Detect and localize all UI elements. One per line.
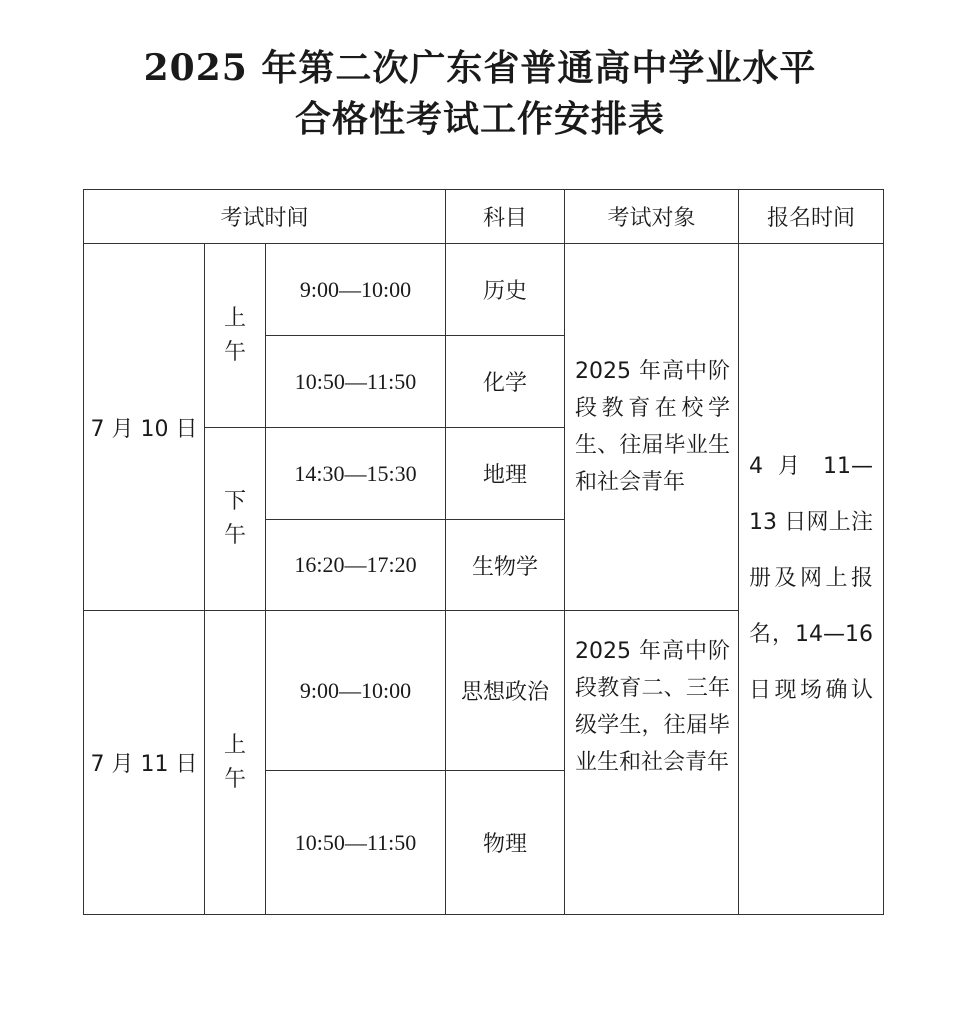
target-text: 2025 年高中阶段教育在校学生、往届毕业生和社会青年: [575, 359, 730, 495]
subject-cell: 思想政治: [446, 611, 565, 771]
subject-cell: 生物学: [446, 520, 565, 611]
time-cell: 9:00—10:00: [266, 244, 446, 336]
page-title-line-2: 合格性考试工作安排表: [294, 98, 665, 140]
subject-cell: 化学: [446, 336, 565, 428]
target-cell: [565, 244, 739, 611]
period-label: 下午: [223, 489, 246, 548]
target-text: 2025 年高中阶段教育二、三年级学生，往届毕业生和社会青年: [575, 639, 730, 775]
header-registration: 报名时间: [739, 190, 884, 244]
header-subject: 科目: [446, 190, 565, 244]
subject-cell: 地理: [446, 428, 565, 520]
period-label: 上午: [223, 305, 246, 365]
date-cell: 7 月 11 日: [84, 611, 205, 915]
time-cell: 10:50—11:50: [266, 336, 446, 428]
registration-cell: [739, 244, 884, 915]
subject-cell: 历史: [446, 244, 565, 336]
period-cell: [205, 428, 266, 611]
time-cell: 16:20—17:20: [266, 520, 446, 611]
subject-cell: 物理: [446, 771, 565, 915]
registration-text: 4 月 11—13 日网上注册及网上报名，14—16 日现场确认: [749, 454, 873, 703]
exam-schedule-table: [83, 189, 884, 915]
period-label: 上午: [223, 732, 246, 792]
table-row: [84, 244, 884, 336]
period-cell: [205, 611, 266, 915]
time-cell: 14:30—15:30: [266, 428, 446, 520]
header-exam-time: 考试时间: [84, 190, 446, 244]
table-header-row: [84, 190, 884, 244]
header-target: 考试对象: [565, 190, 739, 244]
target-cell: [565, 611, 739, 915]
period-cell: [205, 244, 266, 428]
time-cell: 10:50—11:50: [266, 771, 446, 915]
time-cell: 9:00—10:00: [266, 611, 446, 771]
page-title-line-1: 2025 年第二次广东省普通高中学业水平: [143, 47, 817, 89]
date-cell: 7 月 10 日: [84, 244, 205, 611]
